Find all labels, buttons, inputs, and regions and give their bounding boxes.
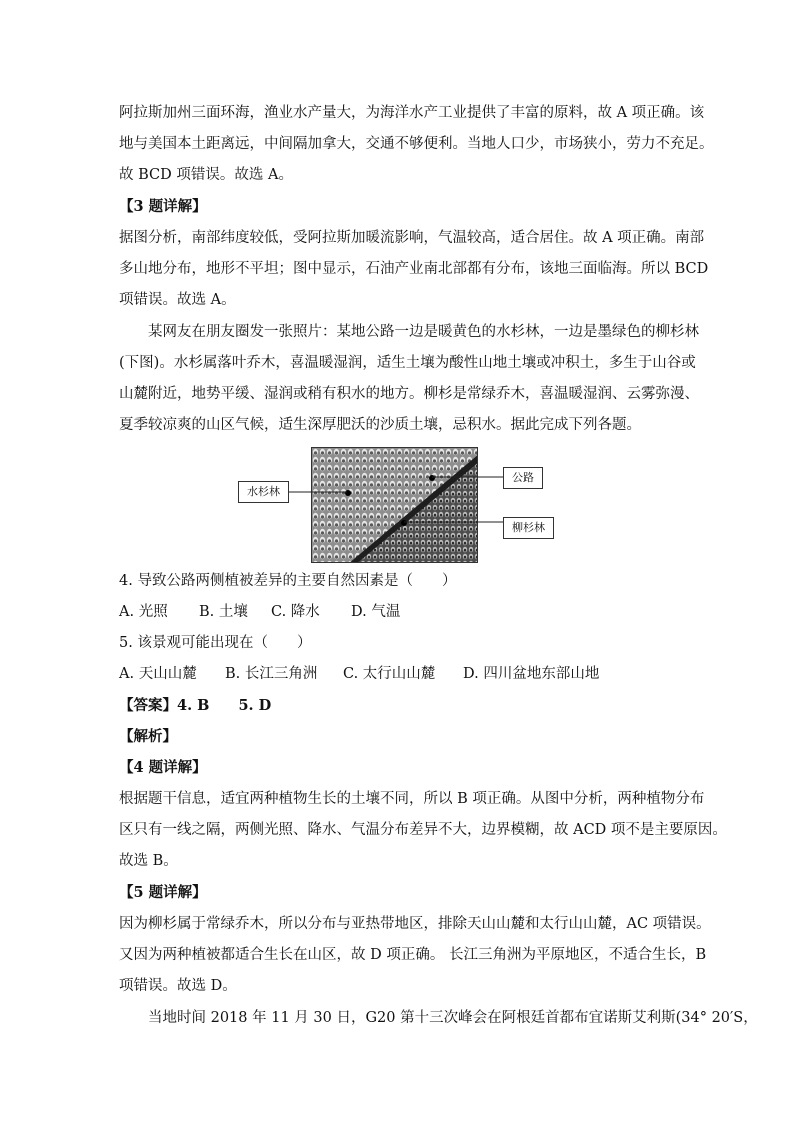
text-line: (下图)。水杉属落叶乔木，喜温暖湿润，适生土壤为酸性山地土壤或冲积土，多生于山谷或: [119, 355, 696, 371]
question-4-options: [119, 602, 400, 622]
section-heading: 【4 题详解】: [119, 759, 207, 776]
forest-road-figure: [236, 447, 556, 563]
section-heading: 【3 题详解】: [119, 198, 207, 215]
analysis-heading: 【解析】: [119, 728, 177, 745]
question-4: 4. 导致公路两侧植被差异的主要自然因素是（ ）: [119, 573, 457, 589]
text-line: 又因为两种植被都适合生长在山区，故 D 项正确。 长江三角洲为平原地区，不适合生长，B: [119, 947, 707, 963]
text-line: 地与美国本土距离远，中间隔加拿大，交通不够便利。当地人口少，市场狭小，劳力不充足。: [119, 136, 714, 152]
answer-line: 【答案】4. B 5. D: [119, 697, 272, 714]
callout-lines: [236, 447, 556, 563]
text-line: 山麓附近，地势平缓、湿润或稍有积水的地方。柳杉是常绿乔木，喜温暖湿润、云雾弥漫、: [119, 386, 699, 402]
option-b: B. 长江三角洲: [225, 666, 318, 682]
option-c: C. 降水: [271, 604, 320, 620]
text-line: 夏季较凉爽的山区气候，适生深厚肥沃的沙质土壤，忌积水。据此完成下列各题。: [119, 417, 641, 433]
label-shuishan-forest: 水杉林: [238, 481, 289, 503]
label-road: 公路: [503, 467, 543, 489]
option-a: A. 光照: [119, 604, 168, 620]
text-line: 某网友在朋友圈发一张照片：某地公路一边是暖黄色的水杉林，一边是墨绿色的柳杉林: [148, 324, 699, 340]
option-b: B. 土壤: [199, 604, 248, 620]
text-line: 阿拉斯加州三面环海，渔业水产量大，为海洋水产工业提供了丰富的原料，故 A 项正确。该: [119, 105, 705, 121]
question-5-options: [119, 664, 599, 684]
text-line: 据图分析，南部纬度较低，受阿拉斯加暖流影响，气温较高，适合居住。故 A 项正确。南部: [119, 230, 705, 246]
text-line: 项错误。故选 D。: [119, 978, 237, 994]
text-line: 当地时间 2018 年 11 月 30 日，G20 第十三次峰会在阿根廷首都布宜诺斯艾利斯(34° 20′S，: [148, 1010, 758, 1026]
option-d: D. 四川盆地东部山地: [463, 666, 600, 682]
section-heading: 【5 题详解】: [119, 884, 207, 901]
text-line: 故 BCD 项错误。故选 A。: [119, 167, 293, 183]
option-c: C. 太行山山麓: [343, 666, 436, 682]
option-d: D. 气温: [351, 604, 401, 620]
question-5: 5. 该景观可能出现在（ ）: [119, 635, 312, 651]
text-line: 项错误。故选 A。: [119, 292, 236, 308]
text-line: 因为柳杉属于常绿乔木，所以分布与亚热带地区，排除天山山麓和太行山山麓，AC 项错误。: [119, 916, 711, 932]
text-line: 故选 B。: [119, 853, 178, 869]
text-line: 区只有一线之隔，两侧光照、降水、气温分布差异不大，边界模糊，故 ACD 项不是主要原因。: [119, 822, 727, 838]
text-line: 根据题干信息，适宜两种植物生长的土壤不同，所以 B 项正确。从图中分析，两种植物分布: [119, 791, 705, 807]
option-a: A. 天山山麓: [119, 666, 197, 682]
text-line: 多山地分布，地形不平坦；图中显示，石油产业南北部都有分布，该地三面临海。所以 BCD: [119, 261, 709, 277]
label-liushan-forest: 柳杉林: [503, 517, 554, 539]
